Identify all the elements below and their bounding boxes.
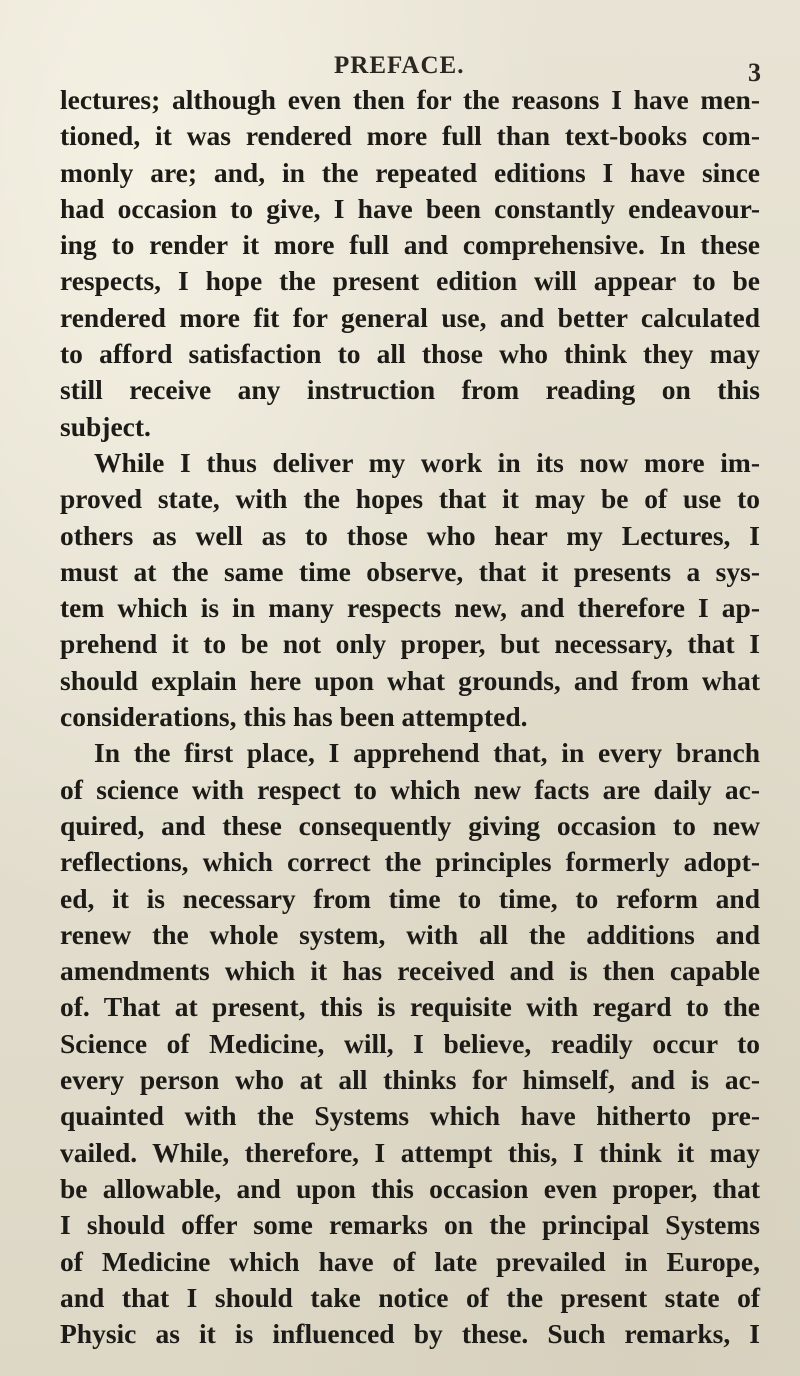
text-line: tioned, it was rendered more full than text-books com- <box>60 120 760 152</box>
text-line: of Medicine which have of late prevailed in Europe, <box>60 1245 760 1277</box>
text-line: quired, and these consequently giving occasion to new <box>60 809 760 841</box>
page-number: 3 <box>748 58 761 87</box>
text-line: subject. <box>60 410 151 442</box>
text-line: vailed. While, therefore, I attempt this, I think it may <box>60 1136 760 1168</box>
body-text <box>60 82 760 1352</box>
text-line: monly are; and, in the repeated editions I have since <box>60 156 760 188</box>
text-line: of. That at present, this is requisite with regard to the <box>60 991 760 1023</box>
text-line: respects, I hope the present edition will appear to be <box>60 265 760 297</box>
text-line: and that I should take notice of the present state of <box>60 1281 760 1313</box>
text-line: amendments which it has received and is then capable <box>60 955 760 987</box>
text-line: ed, it is necessary from time to time, to reform and <box>60 882 760 914</box>
text-line: tem which is in many respects new, and therefore I ap- <box>60 592 760 624</box>
text-line: had occasion to give, I have been constantly endeavour- <box>60 192 760 224</box>
text-line: renew the whole system, with all the additions and <box>60 918 760 950</box>
running-head: PREFACE. <box>334 52 465 79</box>
text-line: Physic as it is influenced by these. Such remarks, I <box>60 1318 760 1350</box>
text-line: every person who at all thinks for himself, and is ac- <box>60 1064 760 1096</box>
text-line: to afford satisfaction to all those who think they may <box>60 338 760 370</box>
paragraph-first-line: In the first place, I apprehend that, in every branch <box>94 737 760 769</box>
paragraph-first-line: While I thus deliver my work in its now more im- <box>94 446 760 478</box>
text-line: be allowable, and upon this occasion even proper, that <box>60 1172 760 1204</box>
text-line: reflections, which correct the principles formerly adopt- <box>60 846 760 878</box>
text-line: others as well as to those who hear my Lectures, I <box>60 519 760 551</box>
text-line: ing to render it more full and comprehensive. In these <box>60 229 760 261</box>
text-line: I should offer some remarks on the principal Systems <box>60 1209 760 1241</box>
text-line: proved state, with the hopes that it may be of use to <box>60 483 760 515</box>
text-line: must at the same time observe, that it presents a sys- <box>60 555 760 587</box>
page-header <box>0 52 800 86</box>
text-line: Science of Medicine, will, I believe, readily occur to <box>60 1027 760 1059</box>
text-line: considerations, this has been attempted. <box>60 701 528 733</box>
text-line: prehend it to be not only proper, but necessary, that I <box>60 628 760 660</box>
text-line: should explain here upon what grounds, and from what <box>60 664 760 696</box>
text-line: of science with respect to which new facts are daily ac- <box>60 773 760 805</box>
text-line: quainted with the Systems which have hitherto pre- <box>60 1100 760 1132</box>
text-line: still receive any instruction from reading on this <box>60 374 760 406</box>
text-line: lectures; although even then for the reasons I have men- <box>60 84 760 115</box>
text-line: rendered more fit for general use, and better calculated <box>60 301 760 333</box>
